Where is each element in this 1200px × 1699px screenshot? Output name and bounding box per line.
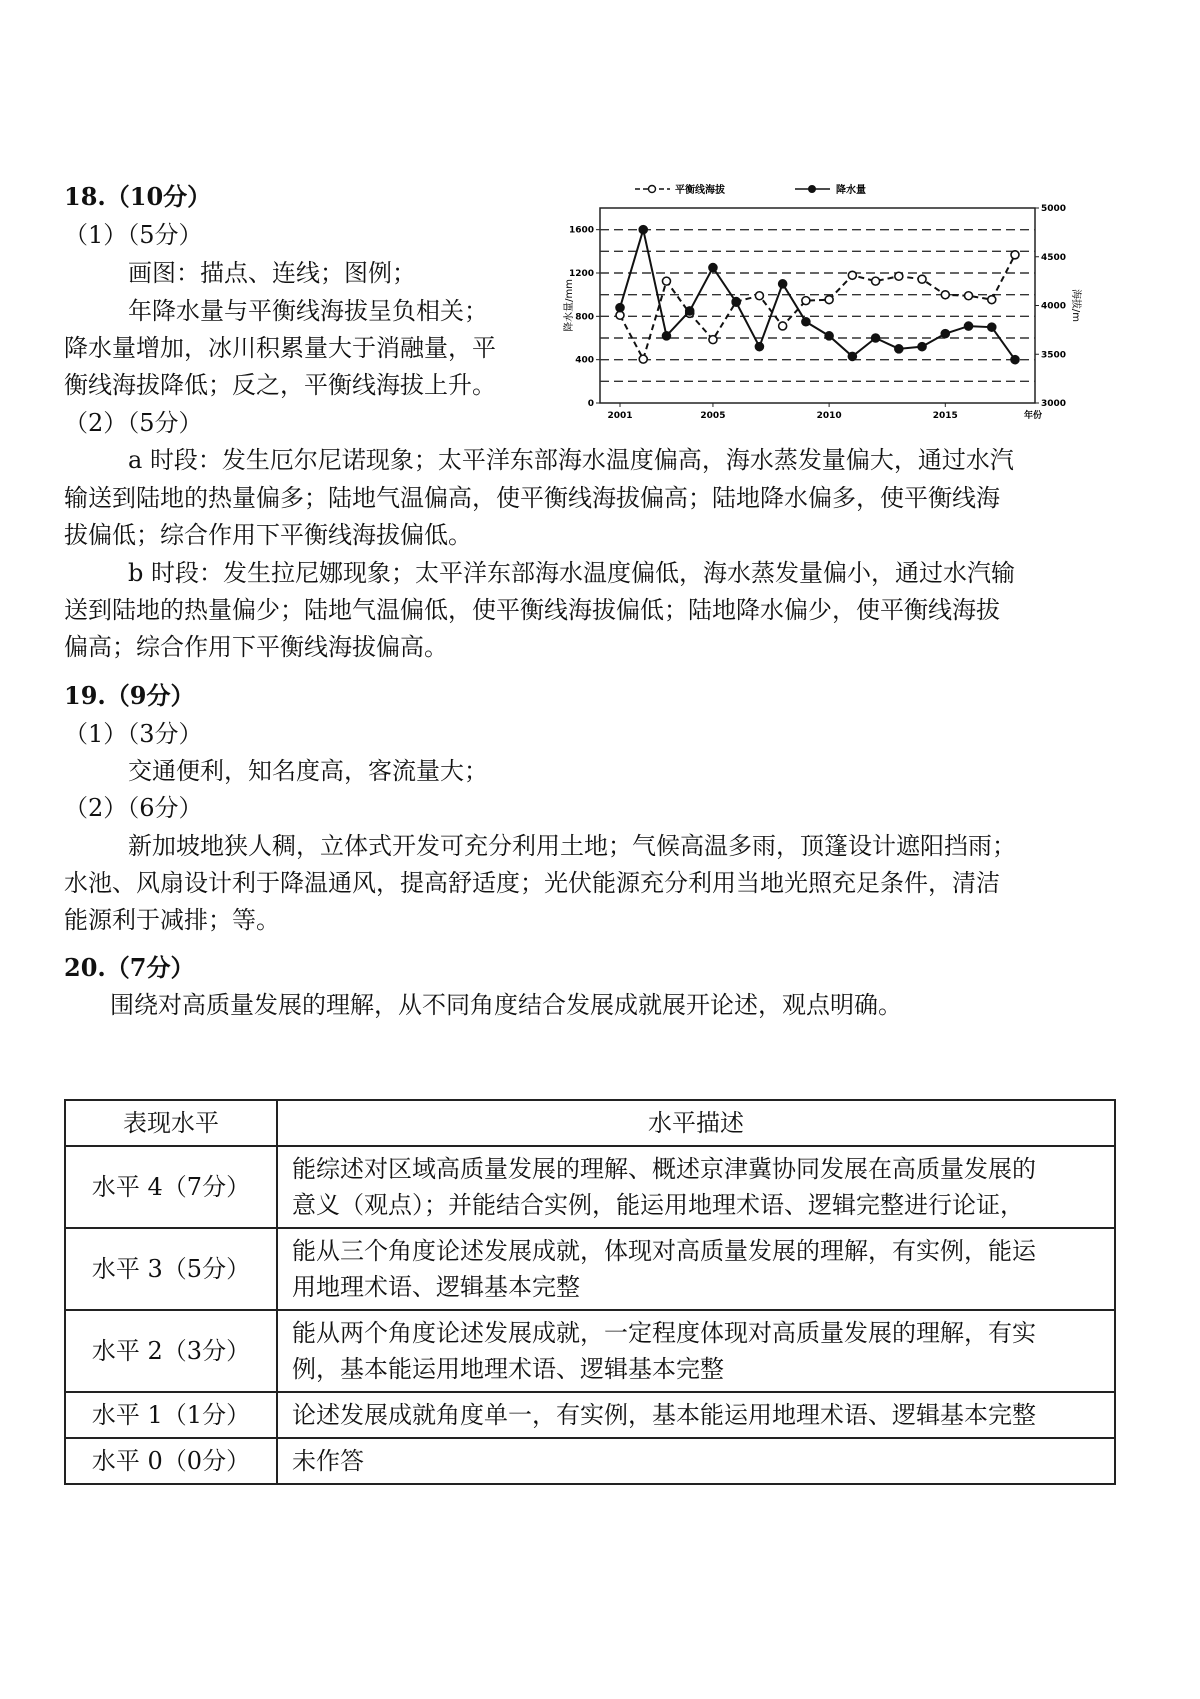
elevation-point xyxy=(662,277,670,285)
precipitation-point xyxy=(848,352,856,360)
q18-part2-label: （2）（5分） xyxy=(64,409,203,437)
description-cell xyxy=(277,1146,1115,1228)
description-cell xyxy=(277,1438,1115,1484)
q19-part2-line: 水池、风扇设计利于降温通风，提高舒适度；光伏能源充分利用当地光照充足条件，清洁 xyxy=(64,869,1000,897)
description-line: 能从三个角度论述发展成就，体现对高质量发展的理解，有实例，能运 xyxy=(292,1237,1036,1265)
description-line: 例，基本能运用地理术语、逻辑基本完整 xyxy=(292,1355,724,1383)
precipitation-point xyxy=(755,343,763,351)
elevation-point xyxy=(755,292,763,300)
q19-part1-label: （1）（3分） xyxy=(64,720,203,748)
level-cell: 水平 4（7分） xyxy=(65,1146,277,1228)
y-right-tick-label: 3000 xyxy=(1041,399,1067,409)
precipitation-point xyxy=(616,304,624,312)
q19-part2-line: 新加坡地狭人稠，立体式开发可充分利用土地；气候高温多雨，顶篷设计遮阳挡雨； xyxy=(128,832,1016,860)
description-cell xyxy=(277,1310,1115,1392)
elevation-point xyxy=(988,296,996,304)
precipitation-point xyxy=(918,343,926,351)
q18-a-line: a 时段：发生厄尔尼诺现象；太平洋东部海水温度偏高，海水蒸发量偏大，通过水汽 xyxy=(128,446,1014,474)
q18-b-line: 送到陆地的热量偏少；陆地气温偏低，使平衡线海拔偏低；陆地降水偏少，使平衡线海拔 xyxy=(64,596,1000,624)
x-axis-label: 年份 xyxy=(1023,411,1043,421)
elevation-point xyxy=(639,355,647,363)
description-cell xyxy=(277,1228,1115,1310)
elevation-point xyxy=(918,275,926,283)
precipitation-point xyxy=(895,345,903,353)
scoring-table xyxy=(64,1099,1116,1485)
precipitation-point xyxy=(825,332,833,340)
precipitation-point xyxy=(802,318,810,326)
elevation-point xyxy=(872,277,880,285)
x-tick-label: 2001 xyxy=(607,411,633,421)
description-cell xyxy=(277,1392,1115,1438)
precipitation-point xyxy=(779,280,787,288)
precipitation-point xyxy=(1011,356,1019,364)
y-left-tick-label: 1200 xyxy=(568,269,594,279)
y-right-tick-label: 4000 xyxy=(1041,301,1067,312)
y-left-tick-label: 0 xyxy=(587,399,594,409)
table-row xyxy=(65,1228,1115,1310)
q19-part1-text: 交通便利，知名度高，客流量大； xyxy=(128,757,488,785)
q18-b-line: 偏高；综合作用下平衡线海拔偏高。 xyxy=(64,633,448,661)
q18-heading: 18.（10分） xyxy=(64,182,212,211)
table-header-row xyxy=(65,1100,1115,1146)
description-line: 意义（观点）；并能结合实例，能运用地理术语、逻辑完整进行论证， xyxy=(292,1191,1024,1219)
legend-marker-precipitation xyxy=(809,186,816,193)
q20-intro: 围绕对高质量发展的理解，从不同角度结合发展成就展开论述，观点明确。 xyxy=(110,991,902,1019)
q18-b-line: b 时段：发生拉尼娜现象；太平洋东部海水温度偏低，海水蒸发量偏小，通过水汽输 xyxy=(128,559,1015,587)
precipitation-point xyxy=(662,332,670,340)
q18-part1-line: 年降水量与平衡线海拔呈负相关； xyxy=(128,297,488,325)
q18-part1-line: 降水量增加，冰川积累量大于消融量，平 xyxy=(64,334,496,362)
q19-part2-label: （2）（6分） xyxy=(64,794,203,822)
series-line-elevation xyxy=(620,255,1015,359)
y-left-tick-label: 800 xyxy=(575,312,594,323)
q18-part1-line: 画图：描点、连线；图例； xyxy=(128,259,416,287)
q18-a-line: 拔偏低；综合作用下平衡线海拔偏低。 xyxy=(64,521,472,549)
x-tick-label: 2005 xyxy=(700,411,726,421)
precipitation-point xyxy=(709,264,717,272)
precipitation-point xyxy=(639,226,647,234)
q18-part1-line: 衡线海拔降低；反之，平衡线海拔上升。 xyxy=(64,371,496,399)
elevation-point xyxy=(825,296,833,304)
elevation-point xyxy=(779,322,787,330)
table-row xyxy=(65,1392,1115,1438)
legend-label-precipitation: 降水量 xyxy=(836,185,866,196)
table-row xyxy=(65,1146,1115,1228)
precipitation-point xyxy=(686,307,694,315)
description-line: 论述发展成就角度单一，有实例，基本能运用地理术语、逻辑基本完整 xyxy=(292,1401,1036,1429)
x-tick-label: 2010 xyxy=(816,411,842,421)
legend-label-elevation: 平衡线海拔 xyxy=(675,185,725,196)
precipitation-point xyxy=(941,330,949,338)
precipitation-point xyxy=(965,322,973,330)
precipitation-elevation-chart xyxy=(560,185,1100,440)
description-line: 能从两个角度论述发展成就，一定程度体现对高质量发展的理解，有实 xyxy=(292,1319,1036,1347)
table-row xyxy=(65,1310,1115,1392)
plot-frame xyxy=(600,208,1035,403)
level-cell: 水平 0（0分） xyxy=(65,1438,277,1484)
y-left-tick-label: 1600 xyxy=(568,225,594,236)
description-line: 未作答 xyxy=(292,1447,364,1475)
elevation-point xyxy=(709,336,717,344)
x-tick-label: 2015 xyxy=(932,411,958,421)
y-left-axis-label: 降水量/mm xyxy=(564,279,575,332)
precipitation-point xyxy=(872,334,880,342)
y-right-tick-label: 4500 xyxy=(1041,252,1067,263)
elevation-point xyxy=(965,292,973,300)
level-cell: 水平 2（3分） xyxy=(65,1310,277,1392)
elevation-point xyxy=(802,297,810,305)
table-header-level: 表现水平 xyxy=(65,1100,277,1146)
y-right-tick-label: 5000 xyxy=(1041,204,1067,214)
q19-heading: 19.（9分） xyxy=(64,681,195,710)
q18-part1-label: （1）（5分） xyxy=(64,221,203,249)
legend-marker-elevation xyxy=(649,186,656,193)
q18-a-line: 输送到陆地的热量偏多；陆地气温偏高，使平衡线海拔偏高；陆地降水偏多，使平衡线海 xyxy=(64,484,1000,512)
q20-heading: 20.（7分） xyxy=(64,953,195,982)
precipitation-point xyxy=(988,323,996,331)
table-header-description: 水平描述 xyxy=(277,1100,1115,1146)
elevation-point xyxy=(895,272,903,280)
precipitation-point xyxy=(732,298,740,306)
description-line: 能综述对区域高质量发展的理解、概述京津冀协同发展在高质量发展的 xyxy=(292,1155,1036,1183)
elevation-point xyxy=(848,271,856,279)
level-cell: 水平 1（1分） xyxy=(65,1392,277,1438)
y-left-tick-label: 400 xyxy=(575,355,594,366)
level-cell: 水平 3（5分） xyxy=(65,1228,277,1310)
table-row xyxy=(65,1438,1115,1484)
elevation-point xyxy=(941,291,949,299)
y-right-axis-label: 海拔/m xyxy=(1070,288,1081,323)
description-line: 用地理术语、逻辑基本完整 xyxy=(292,1273,580,1301)
y-right-tick-label: 3500 xyxy=(1041,350,1067,361)
elevation-point xyxy=(1011,251,1019,259)
q19-part2-line: 能源利于减排；等。 xyxy=(64,906,280,934)
